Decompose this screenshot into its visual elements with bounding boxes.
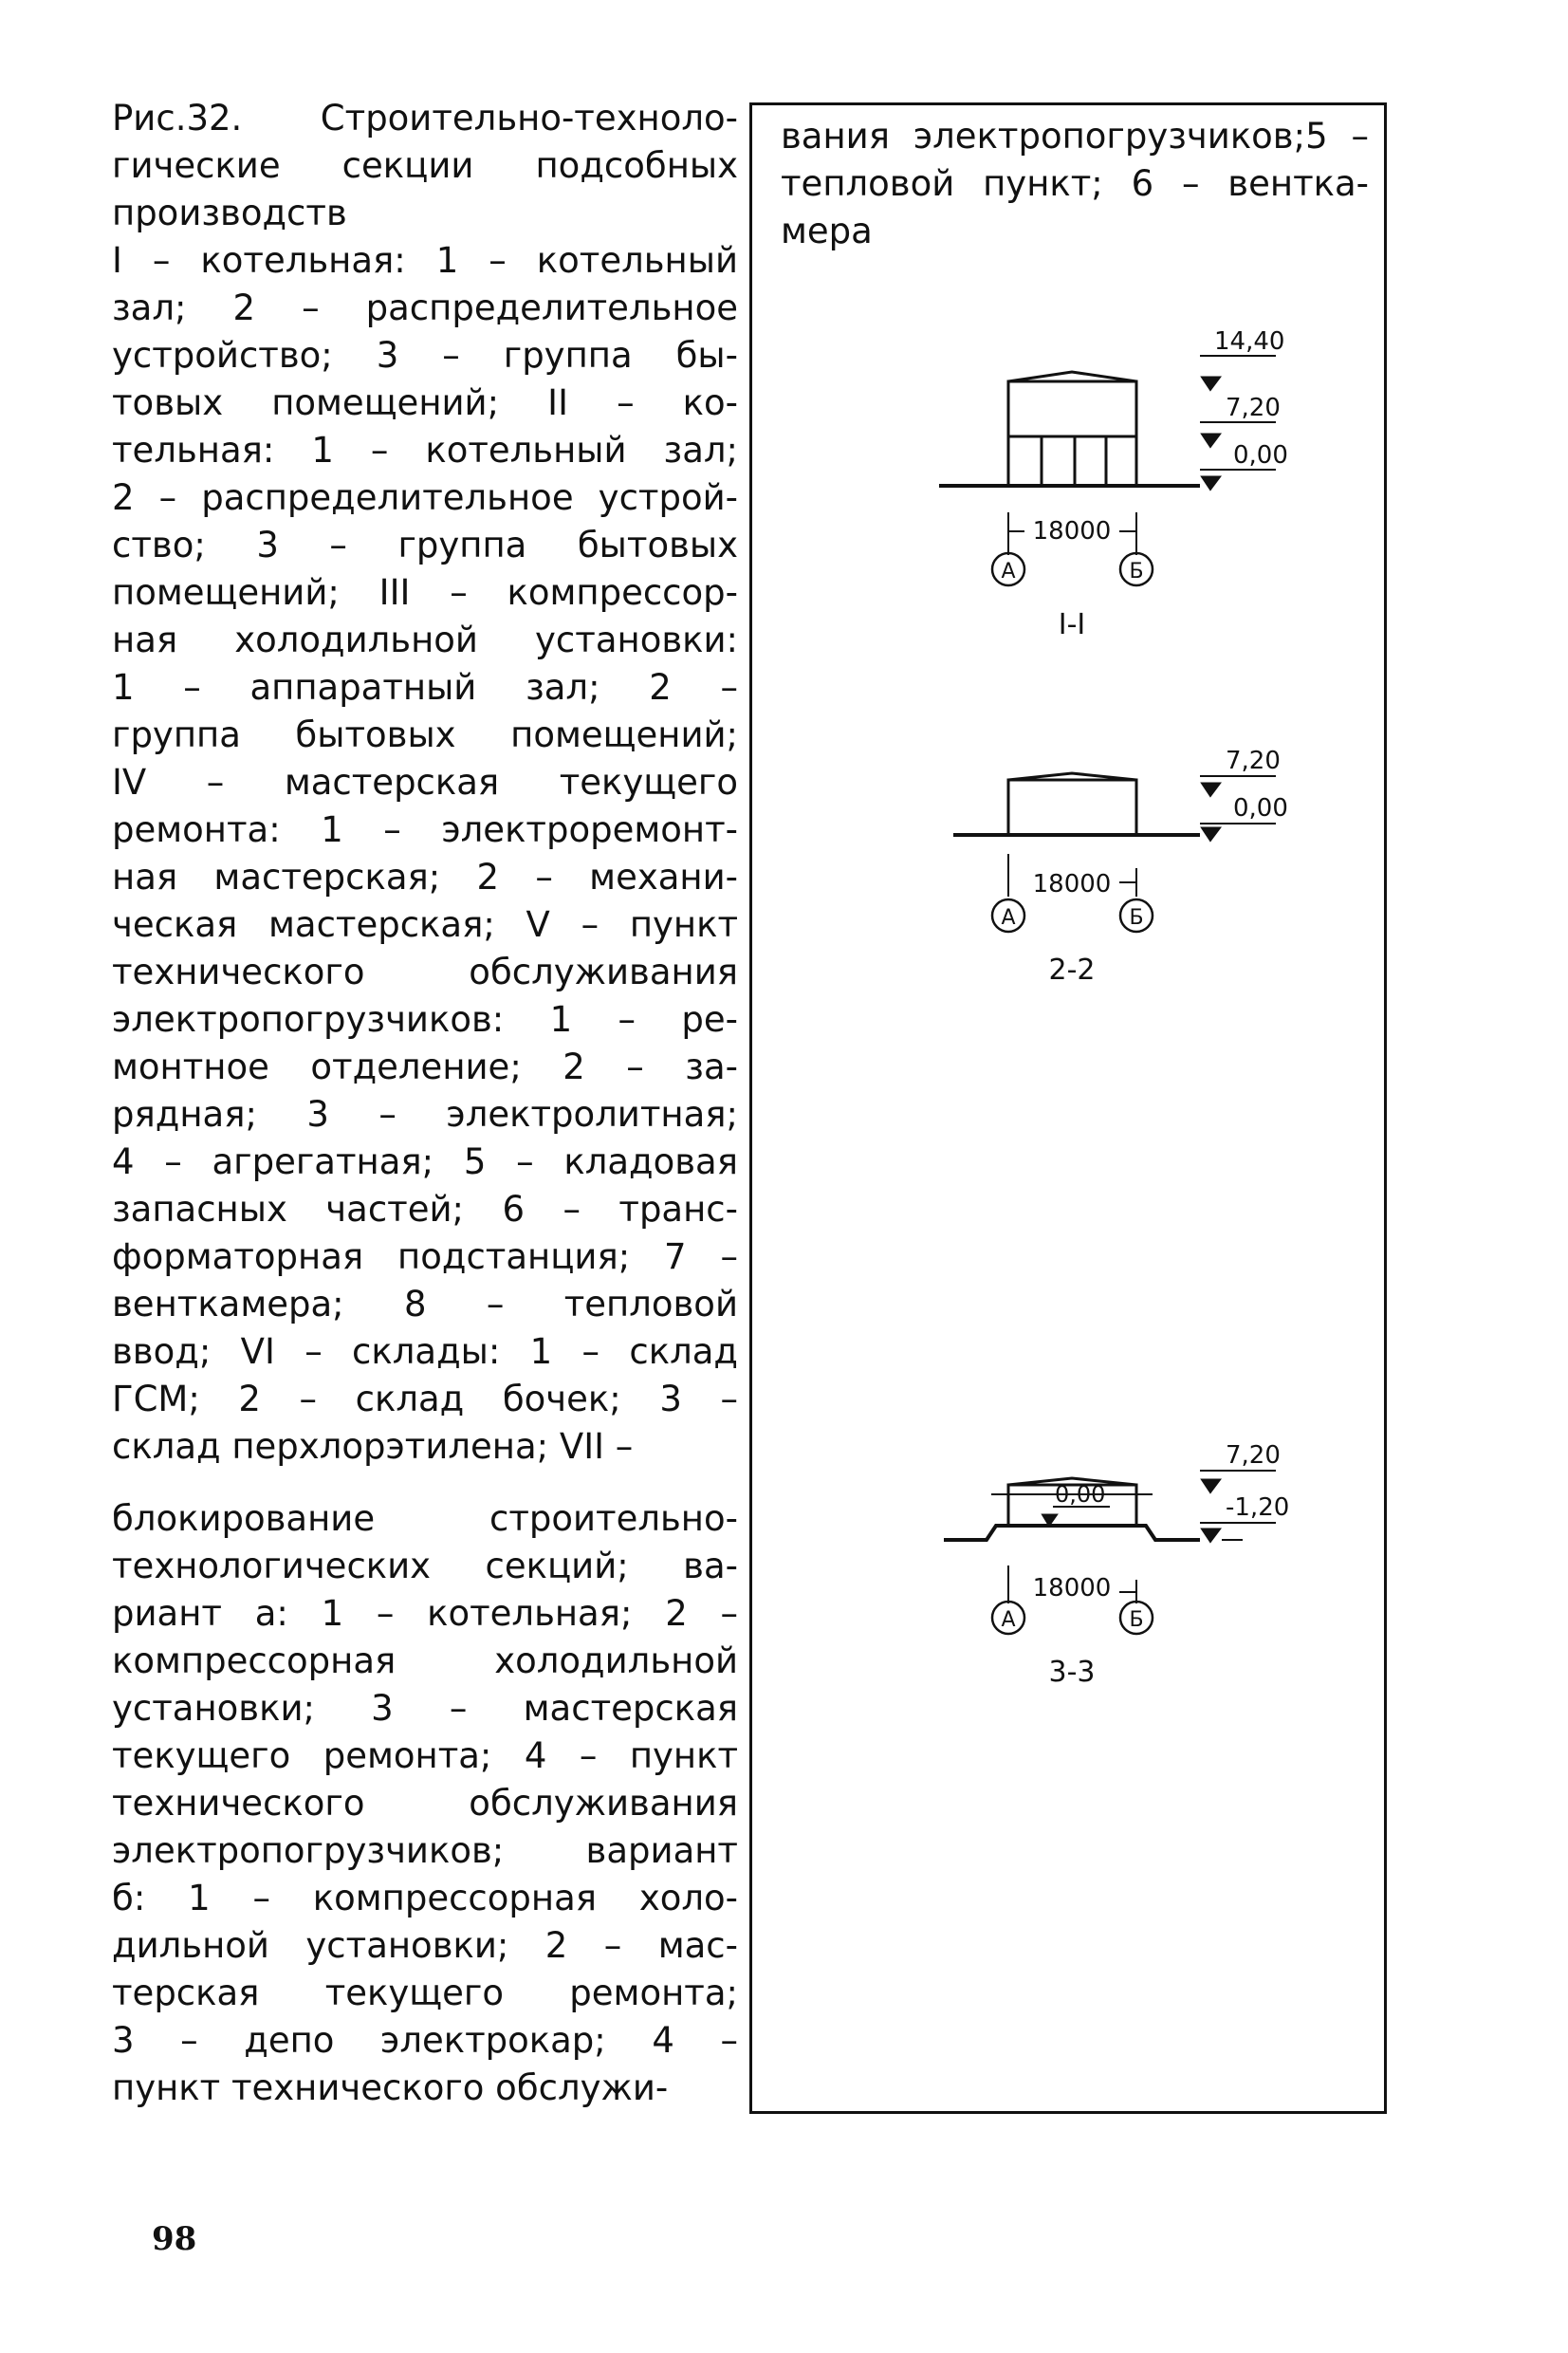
text-line: текущего ремонта; 4 – пункт	[112, 1735, 738, 1776]
section-1-axis-left: А	[1001, 560, 1016, 584]
text-line: 2 – распределительное устрой-	[112, 477, 738, 518]
section-1-level-ground: 0,00	[1233, 441, 1288, 470]
text-line: ввод; VI – склады: 1 – склад	[112, 1331, 738, 1372]
text-line: 1 – аппаратный зал; 2 –	[112, 667, 738, 708]
section-2-label: 2-2	[1048, 954, 1096, 987]
text-line: товых помещений; II – ко-	[112, 382, 738, 423]
text-line: производств	[112, 193, 347, 233]
text-line: ная мастерская; 2 – механи-	[112, 857, 738, 898]
text-line: дильной установки; 2 – мас-	[112, 1925, 738, 1966]
text-line: ремонта: 1 – электроремонт-	[112, 809, 738, 850]
text-line: компрессорная холодильной	[112, 1640, 738, 1681]
section-3-label: 3-3	[1048, 1656, 1096, 1689]
text-line: помещений; III – компрессор-	[112, 572, 738, 613]
section-1-level-mid: 7,20	[1226, 394, 1281, 422]
text-line: зал; 2 – распределительное	[112, 287, 738, 328]
text-line: ство; 3 – группа бытовых	[112, 525, 738, 565]
text-line: устройство; 3 – группа бы-	[112, 335, 738, 376]
section-1-span: 18000	[1032, 517, 1112, 546]
text-line: I – котельная: 1 – котельный	[112, 240, 738, 281]
section-3-span: 18000	[1032, 1574, 1112, 1603]
text-line: технического обслуживания	[112, 952, 738, 992]
text-line: технологических секций; ва-	[112, 1546, 738, 1586]
section-2-axis-left: А	[1001, 906, 1016, 930]
section-3-level-top: 7,20	[1226, 1441, 1281, 1470]
text-line: электропогрузчиков; вариант	[112, 1830, 738, 1871]
text-line: 3 – депо электрокар; 4 –	[112, 2020, 738, 2061]
text-line: монтное отделение; 2 – за-	[112, 1047, 738, 1087]
section-2-span: 18000	[1032, 870, 1112, 899]
text-line: IV – мастерская текущего	[112, 762, 738, 803]
section-3-axis-right: Б	[1129, 1608, 1144, 1632]
text-line: мера	[781, 211, 873, 251]
section-2-level-top: 7,20	[1226, 747, 1281, 775]
section-2-axis-right: Б	[1129, 906, 1144, 930]
section-1-label: I-I	[1058, 608, 1086, 641]
section-3-level-ground: -1,20	[1226, 1493, 1290, 1522]
section-3-level-floor: 0,00	[1055, 1481, 1106, 1508]
text-line: ГСМ; 2 – склад бочек; 3 –	[112, 1379, 738, 1419]
text-line: блокирование строительно-	[112, 1498, 738, 1539]
text-line: запасных частей; 6 – транс-	[112, 1189, 738, 1230]
text-line: риант а: 1 – котельная; 2 –	[112, 1593, 738, 1634]
section-1-level-top: 14,40	[1214, 327, 1285, 356]
section-3-axis-left: А	[1001, 1608, 1016, 1632]
text-line: установки; 3 – мастерская	[112, 1688, 738, 1729]
text-line: 4 – агрегатная; 5 – кладовая	[112, 1141, 738, 1182]
text-line: пункт технического обслужи-	[112, 2067, 669, 2108]
text-line: гические секции подсобных	[112, 145, 738, 186]
text-line: склад перхлорэтилена; VII –	[112, 1426, 634, 1467]
text-line: ная холодильной установки:	[112, 620, 738, 660]
text-line: венткамера; 8 – тепловой	[112, 1284, 738, 1325]
page-number: 98	[152, 2220, 197, 2258]
text-line: группа бытовых помещений;	[112, 714, 738, 755]
text-line: рядная; 3 – электролитная;	[112, 1094, 738, 1135]
text-line: форматорная подстанция; 7 –	[112, 1236, 738, 1277]
text-line: электропогрузчиков: 1 – ре-	[112, 999, 738, 1040]
section-1-1	[939, 356, 1276, 585]
text-line: терская текущего ремонта;	[112, 1973, 738, 2013]
text-line: тепловой пункт; 6 – вентка-	[781, 163, 1369, 204]
text-line: технического обслуживания	[112, 1783, 738, 1824]
text-line: тельная: 1 – котельный зал;	[112, 430, 738, 471]
text-line: Рис.32. Строительно-техноло-	[112, 98, 738, 139]
section-1-axis-right: Б	[1129, 560, 1144, 584]
section-2-level-ground: 0,00	[1233, 794, 1288, 823]
text-line: ческая мастерская; V – пункт	[112, 904, 738, 945]
text-line: вания электропогрузчиков;5 –	[781, 116, 1369, 157]
text-line: б: 1 – компрессорная холо-	[112, 1878, 738, 1918]
